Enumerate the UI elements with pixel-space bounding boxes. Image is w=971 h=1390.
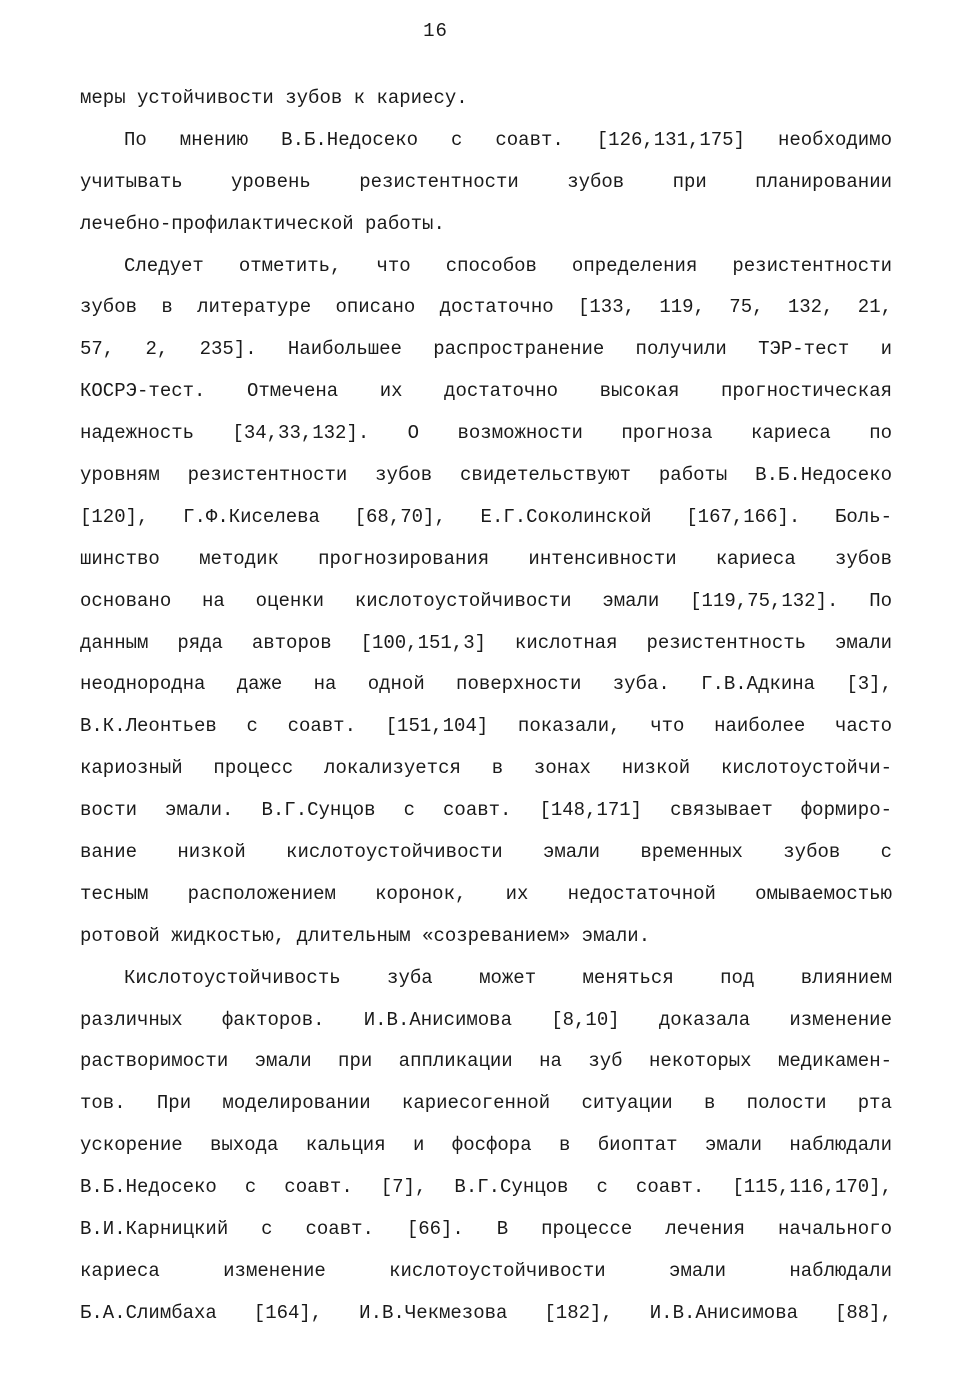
- text-line: 57, 2, 235]. Наибольшее распространение получили ТЭР-тест и: [80, 338, 892, 361]
- text-line: ротовой жидкостью, длительным «созреванием» эмали.: [80, 924, 651, 947]
- text-line: шинство методик прогнозирования интенсивности кариеса зубов: [80, 547, 892, 570]
- text-line: кариеса изменение кислотоустойчивости эмали наблюдали: [80, 1259, 892, 1282]
- text-line: учитывать уровень резистентности зубов при планировании: [80, 170, 892, 193]
- text-line: вости эмали. В.Г.Сунцов с соавт. [148,171] связывает формиро-: [80, 799, 892, 822]
- text-line: тесным расположением коронок, их недостаточной омываемостью: [80, 882, 892, 905]
- text-line: различных факторов. И.В.Анисимова [8,10] доказала изменение: [80, 1008, 892, 1031]
- text-line: неоднородна даже на одной поверхности зуба. Г.В.Адкина [3],: [80, 673, 892, 696]
- text-line: По мнению В.Б.Недосеко с соавт. [126,131,175] необходимо: [124, 128, 892, 151]
- text-line: кариозный процесс локализуется в зонах низкой кислотоустойчи-: [80, 757, 892, 780]
- text-line: [120], Г.Ф.Киселева [68,70], Е.Г.Соколинской [167,166]. Боль-: [80, 505, 892, 528]
- text-line: лечебно-профилактической работы.: [80, 212, 445, 235]
- text-line: В.Б.Недосеко с соавт. [7], В.Г.Сунцов с соавт. [115,116,170],: [80, 1176, 892, 1199]
- text-line: ускорение выхода кальция и фосфора в биоптат эмали наблюдали: [80, 1134, 892, 1157]
- text-line: Следует отметить, что способов определения резистентности: [124, 254, 892, 277]
- text-line: Б.А.Слимбаха [164], И.В.Чекмезова [182], И.В.Анисимова [88],: [80, 1301, 892, 1324]
- text-line: меры устойчивости зубов к кариесу.: [80, 87, 468, 109]
- text-line: данным ряда авторов [100,151,3] кислотная резистентность эмали: [80, 631, 892, 654]
- text-line: тов. При моделировании кариесогенной ситуации в полости рта: [80, 1092, 892, 1115]
- text-line: основано на оценки кислотоустойчивости эмали [119,75,132]. По: [80, 589, 892, 612]
- text-line: зубов в литературе описано достаточно [133, 119, 75, 132, 21,: [80, 296, 892, 319]
- text-line: В.К.Леонтьев с соавт. [151,104] показали, что наиболее часто: [80, 715, 892, 738]
- text-line: В.И.Карницкий с соавт. [66]. В процессе лечения начального: [80, 1218, 892, 1241]
- text-line: растворимости эмали при аппликации на зуб некоторых медикамен-: [80, 1050, 892, 1073]
- text-line: КОСРЭ-тест. Отмечена их достаточно высокая прогностическая: [80, 380, 892, 403]
- text-line: вание низкой кислотоустойчивости эмали временных зубов с: [80, 841, 892, 864]
- text-line: Кислотоустойчивость зуба может меняться под влиянием: [124, 966, 892, 989]
- page-number: 16: [423, 20, 448, 42]
- text-line: уровням резистентности зубов свидетельствуют работы В.Б.Недосеко: [80, 464, 892, 487]
- text-line: надежность [34,33,132]. О возможности прогноза кариеса по: [80, 422, 892, 445]
- body-text: [80, 78, 892, 1335]
